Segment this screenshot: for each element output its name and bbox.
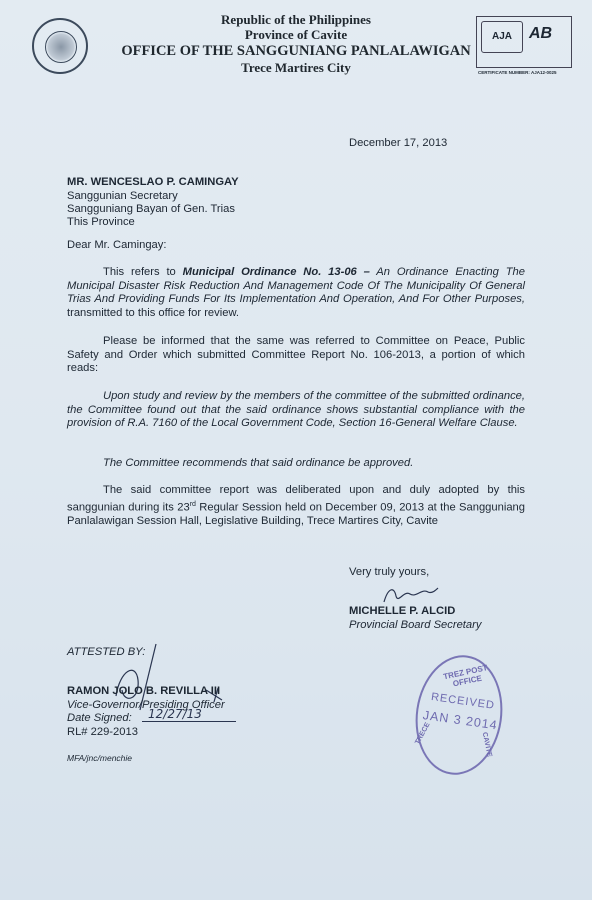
closing: Very truly yours, [349,566,430,578]
salutation: Dear Mr. Camingay: [67,239,167,251]
letter-date: December 17, 2013 [349,137,448,149]
ordinance-title: An Ordinance Enacting The Municipal Disaster Risk Reduction And Management Code Of The Municipality Of General Trias And Providing Funds For Its Implementation And Operation, And For Other Purposes, [67,266,525,306]
signature-alcid [380,582,440,606]
signer-title: Provincial Board Secretary [349,619,482,631]
header-province: Province of Cavite [244,27,348,42]
stamp-left-text: TRECE [414,721,432,746]
recipient-title: Sanggunian Secretary [67,190,178,202]
reference-number: RL# 229-2013 [67,726,138,738]
header-office: OFFICE OF THE SANGGUNIANG PANLALAWIGAN [121,43,471,59]
header-republic: Republic of the Philippines [221,12,371,27]
committee-recommendation: The Committee recommends that said ordinance be approved. [103,457,414,469]
aja-logo: AJA [481,21,523,53]
certification-badge [476,16,572,68]
recipient-org: Sangguniang Bayan of Gen. Trias [67,203,235,215]
recipient-name: MR. WENCESLAO P. CAMINGAY [67,176,239,188]
committee-quote: Upon study and review by the members of the committee of the submitted ordinance, the Committee found out that the said ordinance shows substantial compliance with the provision of R.A. 7160 of the Local Government Code, Section 16-General Welfare Clause. [67,390,525,430]
header-city: Trece Martires City [241,60,351,75]
para1-rest: transmitted to this office for review. [67,306,240,319]
attester-name: RAMON JOLO B. REVILLA III [67,685,221,697]
recipient-province: This Province [67,216,135,228]
para3-part-a: The said committee report was deliberated upon and duly adopted by this sanggunian during its 23 [67,484,525,514]
paragraph-adoption [67,484,525,529]
ordinance-number: Municipal Ordinance No. 13-06 – [182,266,370,278]
para3-superscript: rd [189,500,196,508]
paragraph-referral: Please be informed that the same was referred to Committee on Peace, Public Safety and Order which submitted Committee Report No. 106-2013, a portion of which reads: [67,335,525,375]
para3-part-b: Regular Session held on December 09, 2013 at the Sangguniang Panlalawigan Session Hall, Legislative Building, Trece Martires City, Cavite [67,501,525,527]
stamp-right-text: CAVITE [480,731,493,758]
received-stamp [408,650,510,781]
certificate-number: CERTIFICATE NUMBER: AJA12-0025 [478,70,557,75]
paragraph-reference [67,266,525,320]
para1-intro: This refers to [103,266,183,278]
ab-logo: AB [529,25,553,42]
attester-title: Vice-Governor/Presiding Officer [67,699,225,711]
attested-by-label: ATTESTED BY: [67,646,146,658]
stamp-received: RECEIVED [430,691,496,712]
typist-initials: MFA/jnc/menchie [67,753,133,763]
stamp-top-text: TREZ POST OFFICE [442,663,489,689]
date-signed-label: Date Signed: [67,712,132,724]
stamp-date: JAN 3 2014 [422,708,499,733]
date-signed-value: 12/27/13 [142,707,236,722]
signer-name: MICHELLE P. ALCID [349,605,456,617]
